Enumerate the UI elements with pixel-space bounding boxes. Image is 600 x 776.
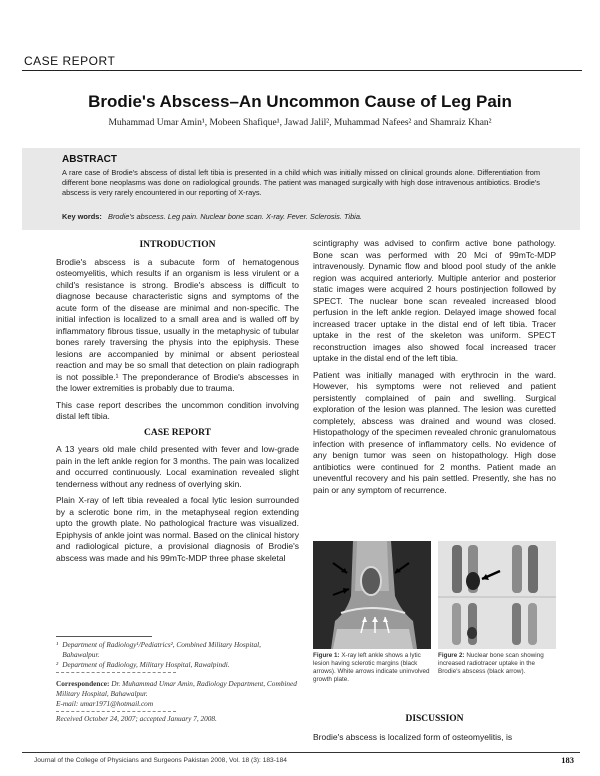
xray-drawing [313, 541, 431, 649]
bone-scan-drawing [438, 541, 556, 649]
keywords-line [62, 212, 362, 221]
section-label: CASE REPORT [24, 54, 116, 68]
figure-1-xray-image [313, 541, 431, 649]
journal-citation: Journal of the College of Physicians and Surgeons Pakistan 2008, Vol. 18 (3): 183-184 [34, 757, 287, 764]
footnote-1-mark: ¹ [56, 640, 59, 649]
footnote-2 [56, 660, 299, 670]
keywords-label: Key words: [62, 212, 102, 221]
case-report-paragraph-1: A 13 years old male child presented with fever and low-grade pain in the left ankle region for 3 months. The pain was localized and occurred continuously. Local examination revealed slight tenderness without any redness of overlying skin. [56, 444, 299, 489]
abstract-heading: ABSTRACT [62, 154, 117, 165]
author-list: Muhammad Umar Amin¹, Mobeen Shafique¹, Jawad Jalil², Muhammad Nafees² and Shamraiz Khan² [108, 118, 492, 128]
case-report-paragraph-2: Plain X-ray of left tibia revealed a focal lytic lesion surrounded by a sclerotic bone rim, in the metaphyseal region extending upto the growth plate. No pathological fracture was visualized. Epiphysis of ankle joint was normal. Based on the clinical history and radiological picture, a provisional diagnosis of Brodie's abscess was made and his 99mTc-MDP three phase skeletal [56, 495, 299, 563]
footnote-1 [56, 640, 299, 660]
footnote-rule [56, 636, 152, 637]
page-number: 183 [561, 755, 574, 765]
introduction-paragraph-2: This case report describes the uncommon condition involving distal left tibia. [56, 399, 299, 421]
keywords-list: Brodie's abscess. Leg pain. Nuclear bone scan. X-ray. Fever. Sclerosis. Tibia. [108, 212, 362, 221]
right-column [313, 238, 556, 501]
correspondence-text: Dr. Muhammad Umar Amin, Radiology Department, Combined Military Hospital, Bahawalpur. [56, 679, 297, 698]
figure-1-label: Figure 1: [313, 652, 340, 659]
introduction-heading: INTRODUCTION [139, 240, 216, 250]
discussion-heading: DISCUSSION [405, 714, 464, 724]
management-paragraph: Patient was initially managed with erythrocin in the ward. However, his symptoms were not relieved and patient persistently complained of pain and swelling. Surgical exploration of the lesion was planned. The lesion was curetted completely, abscess was drained and wound was closed. Histopathology of the specimen revealed chronic granulomatous infection with presence of inflammatory cells. No evidence of any benign tumor was seen on histopathology. High dose antibiotics were continued for 2 months. Patient made an uneventful recovery and his pain settled. Presently, she has no pain or any symptom of recurrence. [313, 369, 556, 495]
figure-2-caption [438, 652, 556, 676]
footer-rule [22, 752, 580, 753]
footnote-divider-2 [56, 711, 176, 712]
case-report-heading: CASE REPORT [144, 427, 211, 438]
article-title: Brodie's Abscess–An Uncommon Cause of Leg Pain [88, 92, 512, 111]
header-rule [22, 70, 582, 71]
left-column [56, 238, 299, 569]
introduction-paragraph-1: Brodie's abscess is a subacute form of hematogenous osteomyelitis, which results if an organism is less virulent or a child's resistance is strong. Brodie's abscess is difficult to diagnose because characteristic signs and symptoms of the acute form of the disease are minimal and non-specific. The initial infection is localized to a small area and is walled off by inflammatory fibrous tissue, usually in the metaphysic of tubular bones rarely traversing the physis into the epiphysis. These lesions are accompanied by minimal or absent periosteal reaction and may be so small that detection on plain radiograph is not possible.¹ The preponderance of Brodie's abscesses in the lower extremities is probably due to trauma. [56, 256, 299, 393]
scintigraphy-paragraph: scintigraphy was advised to confirm active bone pathology. Bone scan was performed with 20 Mci of 99mTc-MDP intravenously. Dynamic flow and blood pool study of the ankle region was acquired anteriorly. Multiple anterior and posterior static images were acquired 2 hours postinjection followed by SPECT. The nuclear bone scan revealed increased blood perfusion in the left ankle region. Delayed image showed focal increased tracer uptake in the distal end of left tibia. Tracer uptake in the rest of the skeleton was uniform. SPECT reconstruction images also showed focal increased tracer uptake in the distal end of the left tibia. [313, 238, 556, 363]
abstract-text: A rare case of Brodie's abscess of distal left tibia is presented in a child which was initially missed on clinical grounds alone. Differentiation from different bone neoplasms was done on radiological grounds. The patient was managed surgically with high dose intravenous antibiotics. Brodie's abscess is very rarely encountered in our reporting of X-rays. [62, 168, 540, 197]
figure-1-caption-text: X-ray left ankle shows a lytic lesion having sclerotic margins (black arrows). White arrows indicate uninvolved growth plate. [313, 652, 430, 683]
correspondence-label: Correspondence: [56, 679, 110, 688]
footnote-1-text: Department of Radiology¹/Pediatrics², Combined Military Hospital, Bahawalpur. [62, 640, 261, 659]
correspondence-email: E-mail: umar1971@hotmail.com [56, 699, 154, 708]
footnotes [56, 640, 299, 724]
footnote-2-text: Department of Radiology, Military Hospital, Rawalpindi. [62, 660, 230, 669]
footnote-2-mark: ² [56, 660, 59, 669]
correspondence [56, 679, 299, 699]
received-dates: Received October 24, 2007; accepted January 7, 2008. [56, 714, 217, 723]
footnote-divider [56, 672, 176, 673]
figure-1-caption [313, 652, 431, 684]
figure-2-label: Figure 2: [438, 652, 465, 659]
figure-2-caption-text: Nuclear bone scan showing increased radiotracer uptake in the Brodie's abscess (black arrow). [438, 652, 544, 675]
figure-2-bone-scan-image [438, 541, 556, 649]
discussion-text: Brodie's abscess is localized form of osteomyelitis, is [313, 732, 513, 742]
